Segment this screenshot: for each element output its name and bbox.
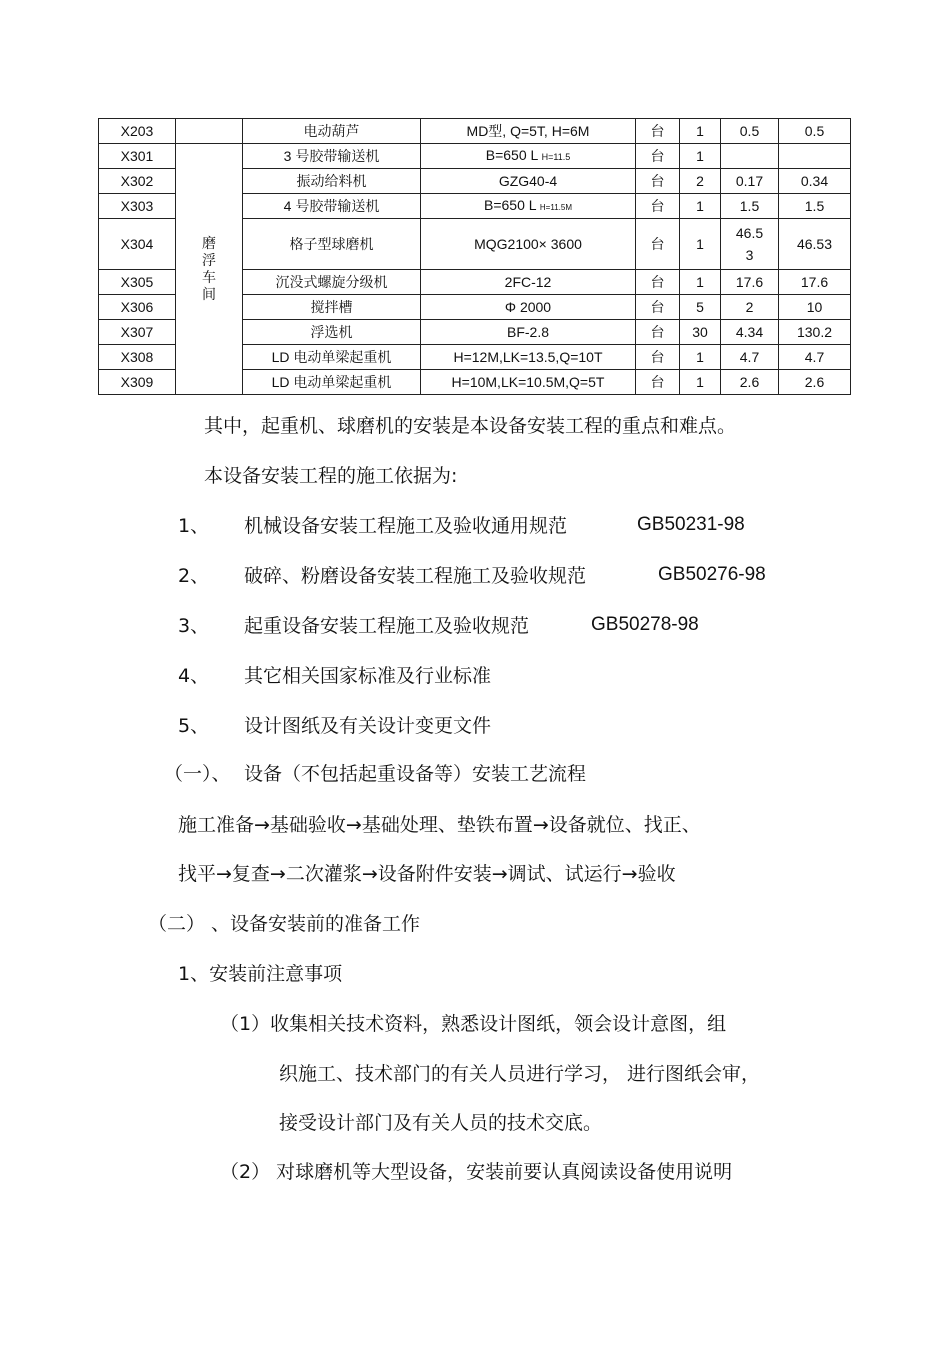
name-cell: LD 电动单梁起重机: [243, 370, 421, 395]
table-row: [99, 144, 851, 169]
spec-cell: [421, 194, 636, 219]
basis-item-title: 其它相关国家标准及行业标准: [244, 665, 492, 687]
unit-weight-cell: 2.6: [721, 370, 779, 395]
process-flow-line: 施工准备→基础验收→基础处理、垫铁布置→设备就位、找正、: [178, 814, 701, 836]
paragraph-key-points: 其中，起重机、球磨机的安装是本设备安装工程的重点和难点。: [204, 415, 737, 437]
unit-cell: 台: [636, 345, 680, 370]
code-cell: X301: [99, 144, 176, 169]
unit-weight-line: 3: [745, 247, 754, 263]
name-cell: 搅拌槽: [243, 295, 421, 320]
total-weight-cell: 130.2: [779, 320, 851, 345]
code-cell: X302: [99, 169, 176, 194]
qty-cell: 1: [680, 119, 721, 144]
spec-cell: 2FC-12: [421, 270, 636, 295]
unit-cell: 台: [636, 320, 680, 345]
name-cell: 4 号胶带输送机: [243, 194, 421, 219]
spec-sub: H=11.5M: [539, 202, 572, 212]
qty-cell: 1: [680, 194, 721, 219]
total-weight-cell: 10: [779, 295, 851, 320]
qty-cell: 1: [680, 219, 721, 270]
unit-cell: 台: [636, 119, 680, 144]
table-row: [99, 119, 851, 144]
total-weight-cell: 2.6: [779, 370, 851, 395]
basis-item-title: 起重设备安装工程施工及验收规范: [244, 615, 530, 637]
spec-main: B=650 L: [483, 196, 540, 213]
equipment-table: [98, 118, 851, 395]
spec-cell: [421, 144, 636, 169]
spec-cell: MD型, Q=5T, H=6M: [421, 119, 636, 144]
heading-2: （二） 、设备安装前的准备工作: [148, 913, 421, 935]
name-cell: 电动葫芦: [243, 119, 421, 144]
code-cell: X309: [99, 370, 176, 395]
unit-weight-cell: 2: [721, 295, 779, 320]
basis-item-number: 5、: [178, 715, 210, 737]
paragraph-basis-intro: 本设备安装工程的施工依据为:: [204, 465, 458, 487]
name-cell: 浮选机: [243, 320, 421, 345]
basis-item-code: GB50231-98: [637, 514, 745, 535]
qty-cell: 1: [680, 370, 721, 395]
item-1-line: 织施工、技术部门的有关人员进行学习， 进行图纸会审，: [279, 1063, 761, 1085]
item-1-line: 接受设计部门及有关人员的技术交底。: [279, 1112, 603, 1134]
unit-cell: 台: [636, 219, 680, 270]
process-flow-line: 找平→复查→二次灌浆→设备附件安装→调试、试运行→验收: [178, 863, 676, 885]
code-cell: X304: [99, 219, 176, 270]
qty-cell: 1: [680, 144, 721, 169]
section-1-title: 1、安装前注意事项: [178, 963, 343, 985]
unit-weight-cell: 0.5: [721, 119, 779, 144]
unit-weight-cell: 0.17: [721, 169, 779, 194]
workshop-cell: [176, 119, 243, 144]
unit-weight-line: 46.5: [735, 225, 764, 241]
basis-item-number: 3、: [178, 615, 210, 637]
name-cell: 振动给料机: [243, 169, 421, 194]
unit-weight-cell: 4.34: [721, 320, 779, 345]
total-weight-cell: 1.5: [779, 194, 851, 219]
name-cell: 格子型球磨机: [243, 219, 421, 270]
qty-cell: 2: [680, 169, 721, 194]
basis-item-title: 机械设备安装工程施工及验收通用规范: [244, 515, 568, 537]
code-cell: X203: [99, 119, 176, 144]
total-weight-cell: 46.53: [779, 219, 851, 270]
spec-cell: GZG40-4: [421, 169, 636, 194]
unit-cell: 台: [636, 295, 680, 320]
basis-item-title: 设计图纸及有关设计变更文件: [244, 715, 492, 737]
code-cell: X303: [99, 194, 176, 219]
spec-cell: Φ 2000: [421, 295, 636, 320]
qty-cell: 5: [680, 295, 721, 320]
workshop-char: 车: [202, 269, 216, 285]
name-cell: 3 号胶带输送机: [243, 144, 421, 169]
basis-item-code: GB50278-98: [591, 614, 699, 635]
heading-1: 设备（不包括起重设备等）安装工艺流程: [244, 763, 587, 785]
total-weight-cell: 17.6: [779, 270, 851, 295]
unit-cell: 台: [636, 370, 680, 395]
total-weight-cell: 0.5: [779, 119, 851, 144]
total-weight-cell: 4.7: [779, 345, 851, 370]
unit-cell: 台: [636, 144, 680, 169]
code-cell: X307: [99, 320, 176, 345]
spec-cell: BF-2.8: [421, 320, 636, 345]
basis-item-number: 1、: [178, 515, 210, 537]
unit-weight-cell: 17.6: [721, 270, 779, 295]
code-cell: X308: [99, 345, 176, 370]
unit-weight-cell: 1.5: [721, 194, 779, 219]
item-2-line: （2） 对球磨机等大型设备，安装前要认真阅读设备使用说明: [220, 1161, 733, 1183]
name-cell: LD 电动单梁起重机: [243, 345, 421, 370]
unit-weight-cell: [721, 144, 779, 169]
workshop-char: 间: [202, 286, 216, 302]
unit-cell: 台: [636, 270, 680, 295]
workshop-cell: [176, 144, 243, 395]
workshop-char: 磨: [202, 235, 216, 251]
item-1-line: （1）收集相关技术资料，熟悉设计图纸，领会设计意图，组: [220, 1013, 727, 1035]
basis-item-number: 4、: [178, 665, 210, 687]
qty-cell: 1: [680, 345, 721, 370]
code-cell: X306: [99, 295, 176, 320]
unit-cell: 台: [636, 194, 680, 219]
spec-cell: H=10M,LK=10.5M,Q=5T: [421, 370, 636, 395]
basis-item-number: 2、: [178, 565, 210, 587]
spec-cell: MQG2100× 3600: [421, 219, 636, 270]
total-weight-cell: [779, 144, 851, 169]
spec-cell: H=12M,LK=13.5,Q=10T: [421, 345, 636, 370]
spec-main: B=650 L: [485, 146, 542, 163]
qty-cell: 30: [680, 320, 721, 345]
workshop-char: 浮: [202, 252, 216, 268]
heading-1-number: （一）、: [164, 763, 231, 785]
spec-sub: H=11.5: [541, 151, 571, 162]
basis-item-title: 破碎、粉磨设备安装工程施工及验收规范: [244, 565, 587, 587]
total-weight-cell: 0.34: [779, 169, 851, 194]
name-cell: 沉没式螺旋分级机: [243, 270, 421, 295]
unit-weight-cell: 4.7: [721, 345, 779, 370]
unit-cell: 台: [636, 169, 680, 194]
unit-weight-cell: [721, 219, 779, 270]
basis-item-code: GB50276-98: [658, 564, 766, 585]
code-cell: X305: [99, 270, 176, 295]
qty-cell: 1: [680, 270, 721, 295]
